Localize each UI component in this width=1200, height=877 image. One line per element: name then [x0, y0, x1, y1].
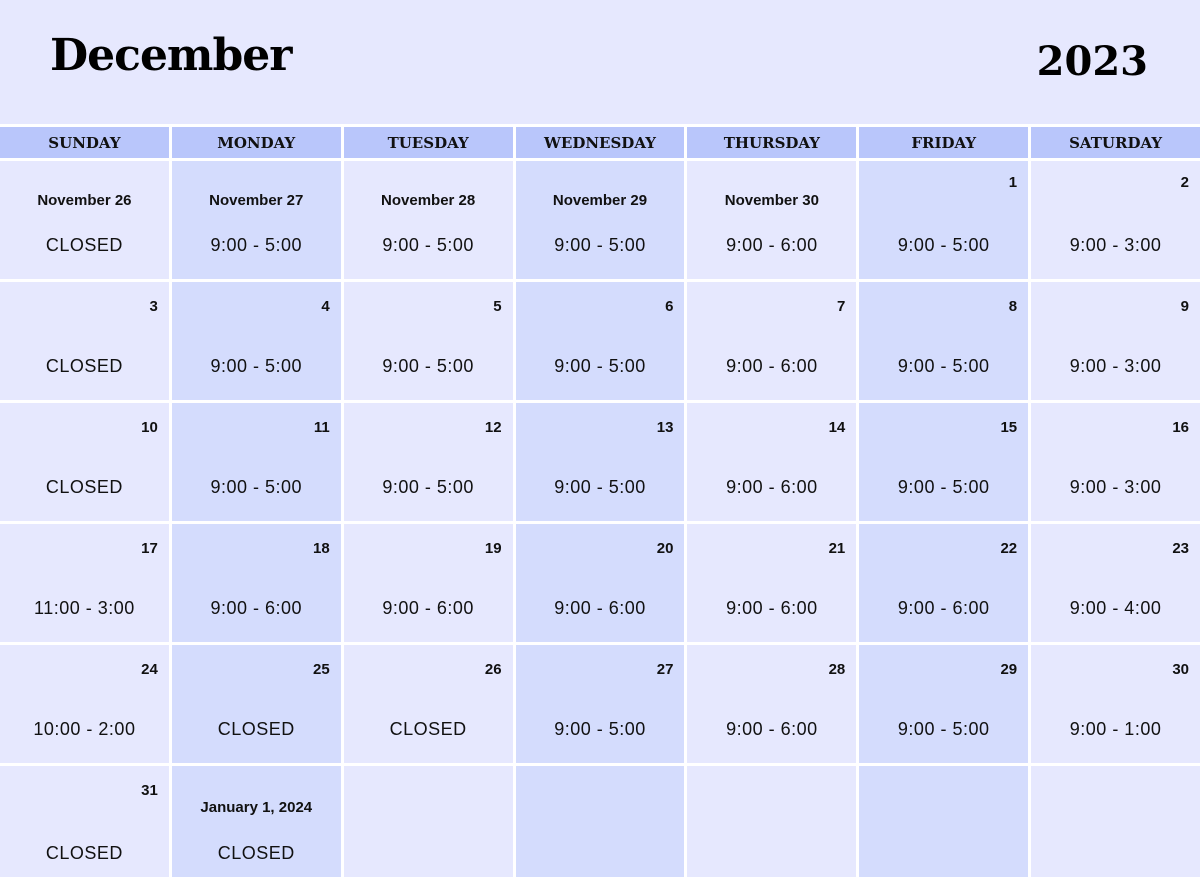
- opening-hours: 9:00 - 6:00: [210, 598, 303, 618]
- weekday-header: FRIDAY: [859, 127, 1028, 158]
- date-label: November 26: [37, 192, 132, 209]
- opening-hours: CLOSED: [45, 477, 123, 497]
- calendar-day-cell: [172, 282, 341, 400]
- day-number: 2: [1180, 174, 1189, 191]
- calendar-day-cell: [859, 161, 1028, 279]
- weekday-header: TUESDAY: [344, 127, 513, 158]
- calendar-day-cell: [172, 524, 341, 642]
- calendar-day-cell: [1031, 161, 1200, 279]
- calendar-day-cell: [516, 161, 685, 279]
- calendar-day-cell: [0, 766, 169, 877]
- date-label: November 27: [209, 192, 304, 209]
- calendar-day-cell: [344, 403, 513, 521]
- opening-hours: 9:00 - 4:00: [1069, 598, 1162, 618]
- opening-hours: 9:00 - 5:00: [897, 477, 990, 497]
- opening-hours: 9:00 - 5:00: [554, 719, 646, 739]
- day-number: 15: [1000, 419, 1018, 436]
- day-number: 6: [665, 298, 674, 315]
- opening-hours: CLOSED: [217, 719, 295, 739]
- calendar-day-cell: [1031, 282, 1200, 400]
- day-number: 8: [1008, 298, 1018, 315]
- opening-hours: 9:00 - 6:00: [554, 598, 646, 618]
- date-label: January 1, 2024: [200, 799, 313, 816]
- day-number: 5: [493, 298, 502, 315]
- date-label: November 30: [724, 192, 819, 209]
- calendar-day-cell: [172, 161, 341, 279]
- calendar-day-cell: [859, 766, 1028, 877]
- calendar-day-cell: [344, 524, 513, 642]
- calendar-day-cell: [859, 645, 1028, 763]
- calendar-day-cell: [0, 403, 169, 521]
- opening-hours: 9:00 - 5:00: [210, 235, 303, 255]
- day-number: 22: [1000, 540, 1018, 557]
- opening-hours: CLOSED: [389, 719, 467, 739]
- day-number: 19: [484, 540, 502, 557]
- calendar-day-cell: [859, 524, 1028, 642]
- calendar-day-cell: [0, 645, 169, 763]
- opening-hours: 9:00 - 6:00: [897, 598, 990, 618]
- weekday-header: MONDAY: [172, 127, 341, 158]
- calendar-day-cell: [0, 524, 169, 642]
- day-number: 31: [141, 782, 158, 799]
- day-number: 23: [1172, 540, 1189, 557]
- day-number: 18: [313, 540, 330, 557]
- day-number: 25: [313, 661, 330, 678]
- weekday-header: SUNDAY: [0, 127, 169, 158]
- calendar-day-cell: [687, 524, 856, 642]
- calendar-day-cell: [344, 282, 513, 400]
- opening-hours: CLOSED: [45, 356, 123, 376]
- day-number: 1: [1008, 174, 1018, 191]
- day-number: 17: [141, 540, 158, 557]
- calendar-day-cell: [687, 403, 856, 521]
- calendar-day-cell: [0, 282, 169, 400]
- day-number: 30: [1172, 661, 1189, 678]
- opening-hours: CLOSED: [217, 843, 295, 863]
- calendar-day-cell: [516, 403, 685, 521]
- calendar-day-cell: [516, 282, 685, 400]
- calendar-day-cell: [172, 403, 341, 521]
- calendar-day-cell: [859, 282, 1028, 400]
- month-title: December: [50, 30, 292, 81]
- opening-hours: 9:00 - 1:00: [1069, 719, 1162, 739]
- day-number: 24: [141, 661, 158, 678]
- weekday-header: SATURDAY: [1031, 127, 1200, 158]
- calendar-day-cell: [1031, 524, 1200, 642]
- day-number: 14: [828, 419, 846, 436]
- opening-hours: 9:00 - 6:00: [726, 477, 818, 497]
- opening-hours: 9:00 - 3:00: [1069, 356, 1162, 376]
- day-number: 28: [828, 661, 846, 678]
- day-number: 10: [141, 419, 158, 436]
- day-number: 9: [1180, 298, 1189, 315]
- opening-hours: 9:00 - 6:00: [726, 719, 818, 739]
- day-number: 27: [656, 661, 674, 678]
- weekday-header: THURSDAY: [687, 127, 856, 158]
- opening-hours: 9:00 - 5:00: [382, 235, 474, 255]
- opening-hours: 9:00 - 3:00: [1069, 477, 1162, 497]
- calendar-day-cell: [344, 766, 513, 877]
- date-label: November 29: [552, 192, 648, 209]
- calendar-header: [0, 0, 1200, 124]
- opening-hours: 9:00 - 5:00: [382, 477, 474, 497]
- date-label: November 28: [381, 192, 476, 209]
- opening-hours: 9:00 - 5:00: [554, 477, 646, 497]
- opening-hours: 9:00 - 5:00: [382, 356, 474, 376]
- opening-hours: 9:00 - 5:00: [897, 235, 990, 255]
- opening-hours: 10:00 - 2:00: [33, 719, 136, 739]
- calendar-day-cell: [516, 766, 685, 877]
- opening-hours: 9:00 - 5:00: [554, 356, 646, 376]
- calendar-day-cell: [0, 161, 169, 279]
- calendar-day-cell: [687, 161, 856, 279]
- day-number: 3: [149, 298, 158, 315]
- day-number: 12: [484, 419, 502, 436]
- opening-hours: 9:00 - 5:00: [210, 356, 303, 376]
- opening-hours: 9:00 - 3:00: [1069, 235, 1162, 255]
- day-number: 26: [484, 661, 502, 678]
- calendar-day-cell: [1031, 766, 1200, 877]
- opening-hours: 11:00 - 3:00: [34, 598, 135, 618]
- day-number: 21: [828, 540, 846, 557]
- calendar-day-cell: [687, 282, 856, 400]
- calendar-day-cell: [687, 645, 856, 763]
- day-number: 7: [836, 298, 846, 315]
- year-title: 2023: [1036, 38, 1148, 85]
- day-number: 29: [1000, 661, 1018, 678]
- day-number: 4: [321, 298, 330, 315]
- calendar-day-cell: [172, 645, 341, 763]
- opening-hours: CLOSED: [45, 235, 123, 255]
- calendar-day-cell: [516, 524, 685, 642]
- opening-hours: CLOSED: [45, 843, 123, 863]
- weekday-header: WEDNESDAY: [516, 127, 685, 158]
- calendar-day-cell: [1031, 403, 1200, 521]
- day-number: 11: [313, 419, 330, 436]
- opening-hours: 9:00 - 5:00: [210, 477, 303, 497]
- calendar-day-cell: [344, 161, 513, 279]
- calendar-day-cell: [516, 645, 685, 763]
- calendar-day-cell: [172, 766, 341, 877]
- opening-hours: 9:00 - 6:00: [726, 356, 818, 376]
- opening-hours: 9:00 - 5:00: [897, 356, 990, 376]
- calendar-grid: [0, 124, 1200, 877]
- day-number: 13: [656, 419, 674, 436]
- opening-hours: 9:00 - 6:00: [726, 598, 818, 618]
- calendar-day-cell: [1031, 645, 1200, 763]
- day-number: 20: [656, 540, 674, 557]
- calendar-day-cell: [859, 403, 1028, 521]
- opening-hours: 9:00 - 5:00: [897, 719, 990, 739]
- calendar-day-cell: [687, 766, 856, 877]
- opening-hours: 9:00 - 5:00: [554, 235, 646, 255]
- day-number: 16: [1172, 419, 1189, 436]
- opening-hours: 9:00 - 6:00: [726, 235, 818, 255]
- opening-hours: 9:00 - 6:00: [382, 598, 474, 618]
- calendar-day-cell: [344, 645, 513, 763]
